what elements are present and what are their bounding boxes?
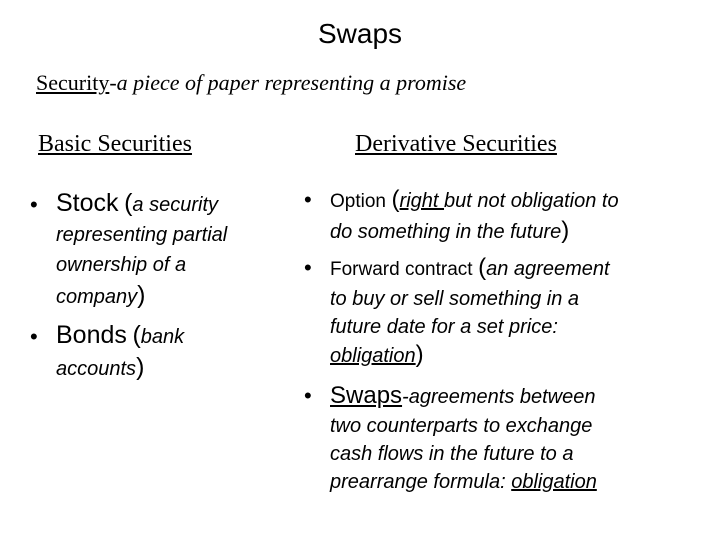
swaps-desc-line1: -agreements between [402, 386, 596, 408]
bullet-icon: • [304, 255, 312, 280]
forward-desc-line3: future date for a set price: [330, 316, 558, 338]
stock-desc-line4: company [56, 286, 138, 308]
bullet-icon: • [304, 187, 312, 212]
list-item-stock [30, 188, 280, 312]
swaps-desc-line3: cash flows in the future to a [330, 443, 574, 465]
bonds-name: Bonds [56, 321, 127, 349]
close-paren: ) [415, 341, 424, 368]
bullet-icon: • [30, 324, 38, 349]
open-paren: ( [124, 189, 133, 217]
swaps-underlined-text: obligation [511, 471, 597, 493]
option-underlined-text: right [399, 190, 445, 212]
list-item-swaps [304, 381, 704, 496]
stock-desc-line1: a security [132, 194, 219, 216]
close-paren: ) [136, 353, 145, 381]
bonds-desc-line2: accounts [56, 358, 137, 380]
forward-underlined-text: obligation [330, 345, 416, 367]
swaps-desc-line2: two counterparts to exchange [330, 415, 593, 437]
close-paren: ) [561, 217, 570, 244]
stock-desc-line3: ownership of a [56, 254, 187, 276]
list-item-forward-contract [304, 253, 704, 370]
basic-securities-list [30, 188, 280, 384]
option-desc-line2: do something in the future [330, 221, 562, 243]
open-paren: ( [391, 186, 400, 213]
definition-description: -a piece of paper representing a promise [109, 70, 467, 95]
bullet-icon: • [30, 192, 38, 217]
option-name: Option [330, 191, 386, 212]
derivative-securities-heading: Derivative Securities [355, 131, 557, 157]
definition-term: Security [36, 70, 110, 95]
swaps-desc-line4: prearrange formula: [330, 471, 512, 493]
forward-desc-line1: an agreement [486, 258, 610, 280]
bonds-desc-line1: bank [140, 326, 185, 348]
stock-name: Stock [56, 189, 119, 217]
option-desc-line1: but not obligation to [444, 190, 619, 212]
list-item-option [304, 185, 704, 246]
stock-desc-line2: representing partial [56, 224, 228, 246]
forward-name: Forward contract [330, 259, 473, 280]
close-paren: ) [137, 281, 146, 309]
derivative-securities-list [304, 185, 704, 496]
swaps-name: Swaps [330, 382, 403, 409]
bullet-icon: • [304, 383, 312, 408]
open-paren: ( [132, 321, 141, 349]
list-item-bonds [30, 320, 280, 384]
basic-securities-heading: Basic Securities [38, 131, 192, 157]
open-paren: ( [478, 254, 487, 281]
slide-title: Swaps [317, 18, 403, 49]
security-definition [36, 68, 696, 98]
forward-desc-line2: to buy or sell something in a [330, 288, 580, 310]
